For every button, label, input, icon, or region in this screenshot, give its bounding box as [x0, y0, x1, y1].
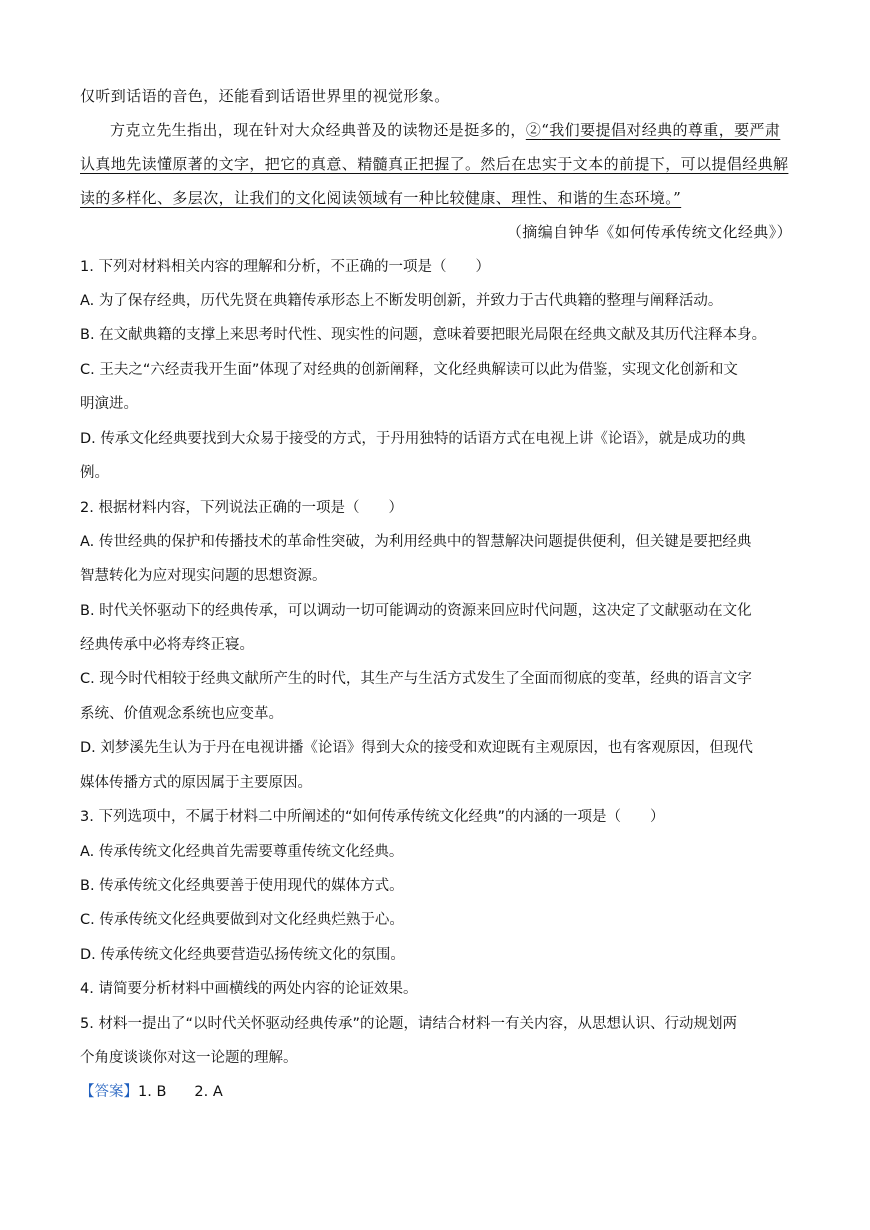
option-line: A. 传承传统文化经典首先需要尊重传统文化经典。: [80, 844, 404, 860]
question-stem: 个角度谈谈你对这一论题的理解。: [80, 1050, 298, 1066]
option-line: C. 现今时代相较于经典文献所产生的时代，其生产与生活方式发生了全面而彻底的变革，经典的语言文字: [80, 671, 752, 687]
underlined-quote-line: 读的多样化、多层次，让我们的文化阅读领域有一种比较健康、理性、和谐的生态环境。”: [80, 189, 682, 207]
passage-line: 仅听到话语的音色，还能看到话语世界里的视觉形象。: [80, 87, 450, 105]
option-line: B. 时代关怀驱动下的经典传承，可以调动一切可能调动的资源来回应时代问题，这决定了文献驱动在文化: [80, 603, 752, 619]
question-stem: 3. 下列选项中，不属于材料二中所阐述的“如何传承传统文化经典”的内涵的一项是（ ）: [80, 809, 665, 825]
question-stem: 4. 请简要分析材料中画横线的两处内容的论证效果。: [80, 981, 418, 997]
option-line: 媒体传播方式的原因属于主要原因。: [80, 775, 312, 791]
option-line: D. 刘梦溪先生认为于丹在电视讲播《论语》得到大众的接受和欢迎既有主观原因，也有客观原因，但现代: [80, 740, 753, 756]
question-stem: 1. 下列对材料相关内容的理解和分析，不正确的一项是（ ）: [80, 259, 490, 275]
answer-tag: 【答案】: [80, 1084, 138, 1100]
question-stem: 5. 材料一提出了“以时代关怀驱动经典传承”的论题，请结合材料一有关内容，从思想认识、行动规划两: [80, 1016, 737, 1032]
answer-1: 1. B: [138, 1084, 167, 1100]
option-line: D. 传承文化经典要找到大众易于接受的方式，于丹用独特的话语方式在电视上讲《论语》，就是成功的典: [80, 431, 746, 447]
option-line: 例。: [80, 465, 109, 481]
option-line: 智慧转化为应对现实问题的思想资源。: [80, 568, 327, 584]
option-line: A. 为了保存经典，历代先贤在典籍传承形态上不断发明创新，并致力于古代典籍的整理与阐释活动。: [80, 293, 723, 309]
passage-line: [110, 119, 792, 141]
option-line: B. 传承传统文化经典要善于使用现代的媒体方式。: [80, 878, 404, 894]
option-line: C. 传承传统文化经典要做到对文化经典烂熟于心。: [80, 912, 404, 928]
option-line: B. 在文献典籍的支撑上来思考时代性、现实性的问题，意味着要把眼光局限在经典文献及其历代注释本身。: [80, 327, 767, 343]
option-line: C. 王夫之“六经责我开生面”体现了对经典的创新阐释，文化经典解读可以此为借鉴，实现文化创新和文: [80, 362, 738, 378]
underlined-mark: ②: [525, 121, 542, 139]
option-line: 系统、价值观念系统也应变革。: [80, 706, 283, 722]
underlined-quote: “我们要提倡对经典的尊重，要严肃: [541, 121, 781, 139]
passage-text: 方克立先生指出，现在针对大众经典普及的读物还是挺多的，: [110, 121, 526, 139]
option-line: A. 传世经典的保护和传播技术的革命性突破，为利用经典中的智慧解决问题提供便利，但关键是要把经典: [80, 534, 752, 550]
answer-2: 2. A: [194, 1084, 223, 1100]
underlined-quote-line: 认真地先读懂原著的文字，把它的真意、精髓真正把握了。然后在忠实于文本的前提下，可以提倡经典解: [80, 155, 789, 173]
option-line: 明演进。: [80, 396, 138, 412]
answer-line: [80, 1081, 792, 1103]
option-line: D. 传承传统文化经典要营造弘扬传统文化的氛围。: [80, 947, 405, 963]
source-citation: （摘编自钟华《如何传承传统文化经典》）: [506, 223, 792, 241]
question-stem: 2. 根据材料内容，下列说法正确的一项是（ ）: [80, 500, 403, 516]
option-line: 经典传承中必将寿终正寝。: [80, 637, 254, 653]
